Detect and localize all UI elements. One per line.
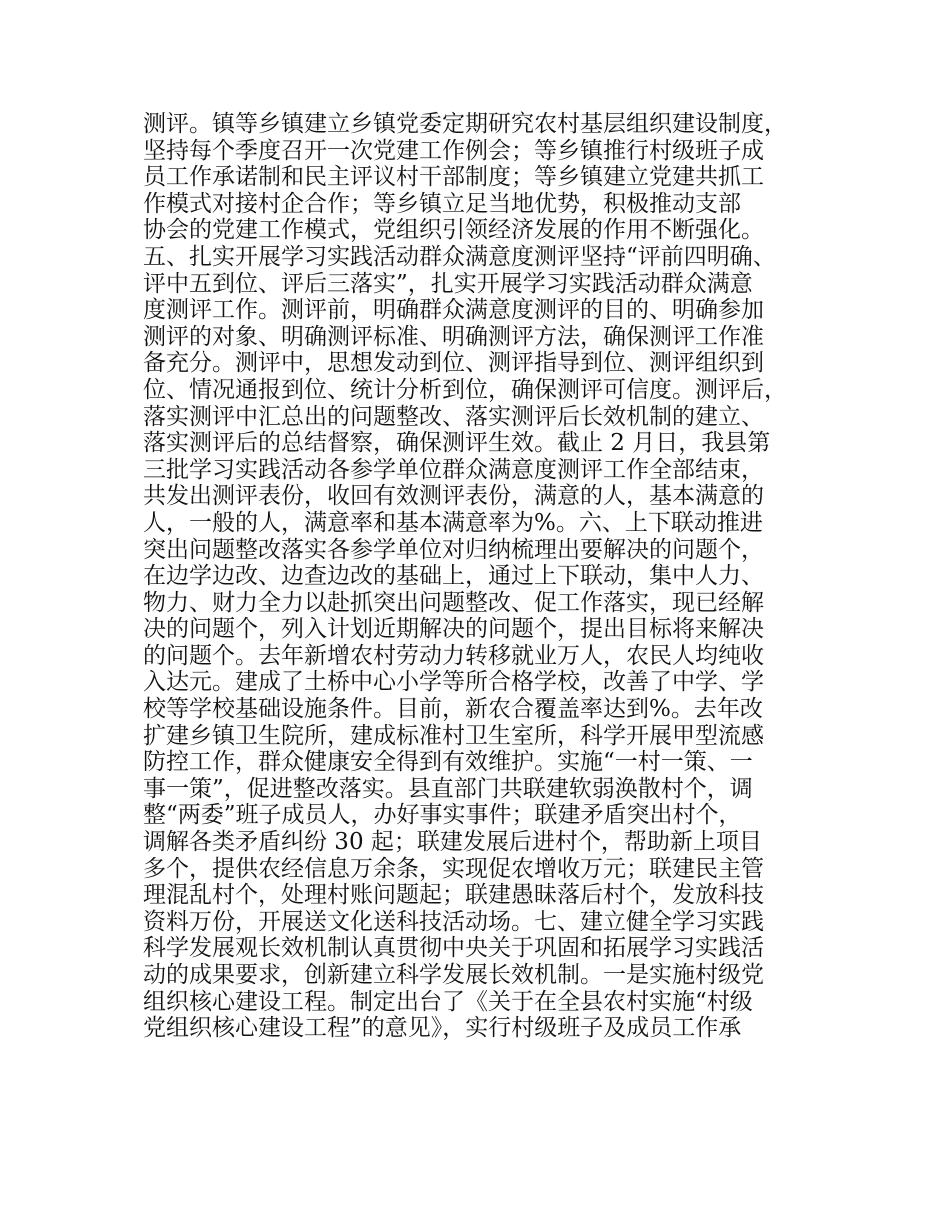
text-line: 备充分。测评中，思想发动到位、测评指导到位、测评组织到 [143, 350, 764, 377]
text-line: 入达元。建成了土桥中心小学等所合格学校，改善了中学、学 [143, 669, 764, 696]
text-line: 决的问题个，列入计划近期解决的问题个，提出目标将来解决 [143, 616, 764, 643]
text-line: 理混乱村个，处理村账问题起；联建愚昧落后村个，发放科技 [143, 882, 764, 909]
text-line: 整“两委”班子成员人，办好事实事件；联建矛盾突出村个， [143, 802, 742, 829]
text-line: 物力、财力全力以赴抓突出问题整改、促工作落实，现已经解 [143, 589, 764, 616]
body-text [143, 111, 833, 1042]
text-line: 防控工作，群众健康安全得到有效维护。实施“一村一策、一 [143, 749, 753, 776]
text-line: 协会的党建工作模式，党组织引领经济发展的作用不断强化。 [143, 217, 764, 244]
text-line: 突出问题整改落实各参学单位对归纳梳理出要解决的问题个， [143, 536, 764, 563]
text-line: 调解各类矛盾纠纷 30 起；联建发展后进村个，帮助新上项目 [143, 829, 762, 856]
text-line: 党组织核心建设工程”的意见》，实行村级班子及成员工作承 [143, 1015, 742, 1042]
text-line: 落实测评中汇总出的问题整改、落实测评后长效机制的建立、 [143, 403, 764, 430]
text-line: 扩建乡镇卫生院所，建成标准村卫生室所，科学开展甲型流感 [143, 722, 764, 749]
text-line: 资料万份，开展送文化送科技活动场。七、建立健全学习实践 [143, 908, 764, 935]
text-line: 组织核心建设工程。制定出台了《关于在全县农村实施“村级 [143, 988, 753, 1015]
text-line: 落实测评后的总结督察，确保测评生效。截止 2 月日，我县第 [143, 430, 771, 457]
text-line: 事一策”，促进整改落实。县直部门共联建软弱涣散村个，调 [143, 775, 753, 802]
text-line: 科学发展观长效机制认真贯彻中央关于巩固和拓展学习实践活 [143, 935, 764, 962]
text-line: 位、情况通报到位、统计分析到位，确保测评可信度。测评后， [143, 376, 787, 403]
text-line: 多个，提供农经信息万余条，实现促农增收万元；联建民主管 [143, 855, 764, 882]
text-line: 共发出测评表份，收回有效测评表份，满意的人，基本满意的 [143, 483, 764, 510]
text-line: 坚持每个季度召开一次党建工作例会；等乡镇推行村级班子成 [143, 137, 764, 164]
text-line: 人，一般的人，满意率和基本满意率为%。六、上下联动推进 [143, 509, 763, 536]
text-line: 在边学边改、边查边改的基础上，通过上下联动，集中人力、 [143, 563, 764, 590]
text-line: 的问题个。去年新增农村劳动力转移就业万人，农民人均纯收 [143, 642, 764, 669]
text-line: 度测评工作。测评前，明确群众满意度测评的目的、明确参加 [143, 297, 764, 324]
text-line: 动的成果要求，创新建立科学发展长效机制。一是实施村级党 [143, 962, 764, 988]
text-line: 测评。镇等乡镇建立乡镇党委定期研究农村基层组织建设制度， [143, 111, 787, 137]
text-line: 评中五到位、评后三落实”，扎实开展学习实践活动群众满意 [143, 270, 753, 297]
text-line: 测评的对象、明确测评标准、明确测评方法，确保测评工作准 [143, 323, 764, 350]
text-line: 三批学习实践活动各参学单位群众满意度测评工作全部结束， [143, 456, 764, 483]
text-line: 校等学校基础设施条件。目前，新农合覆盖率达到%。去年改 [143, 696, 763, 723]
text-line: 五、扎实开展学习实践活动群众满意度测评坚持“评前四明确、 [143, 243, 776, 270]
text-line: 作模式对接村企合作；等乡镇立足当地优势，积极推动支部 [143, 190, 741, 217]
text-line: 员工作承诺制和民主评议村干部制度；等乡镇建立党建共抓工 [143, 164, 764, 191]
